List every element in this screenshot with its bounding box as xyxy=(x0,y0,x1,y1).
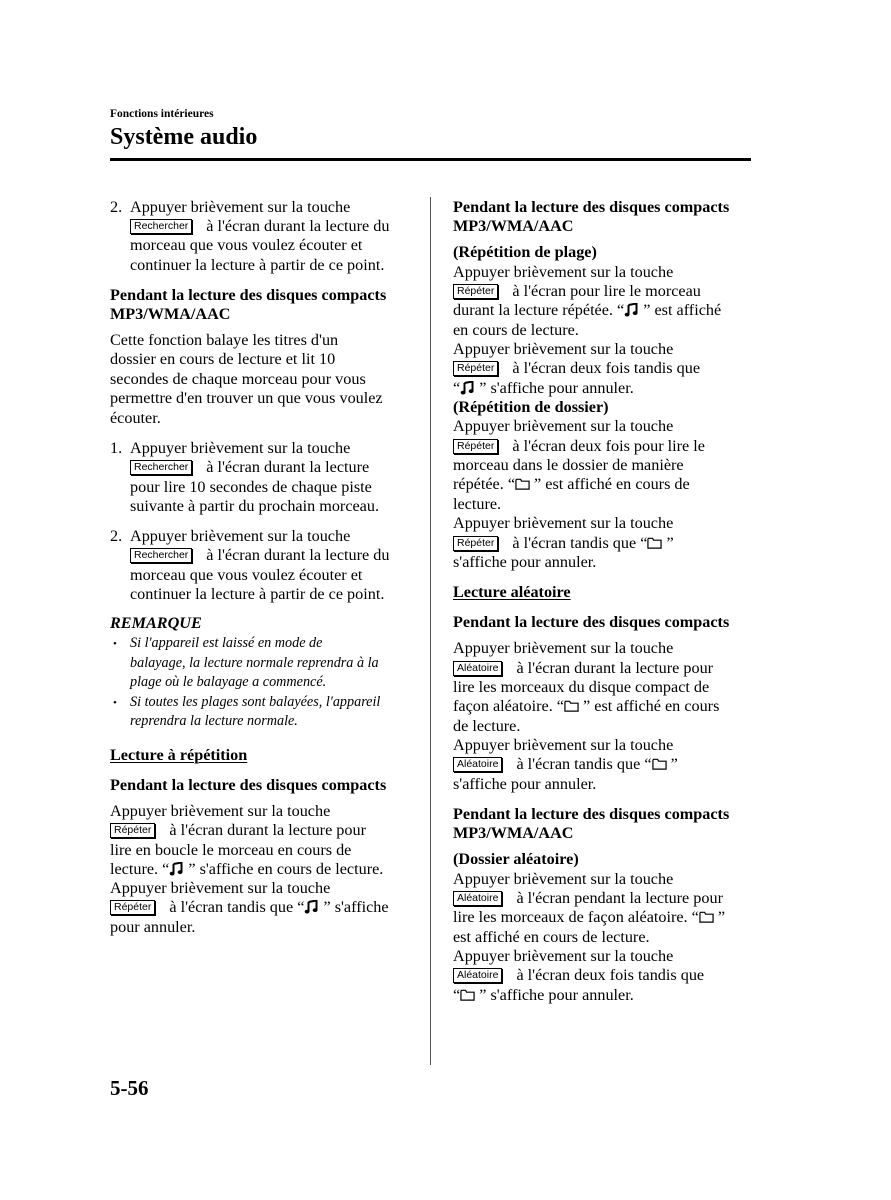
text-line: dossier en cours de lecture et lit 10 xyxy=(110,350,336,368)
music-note-icon xyxy=(169,862,184,876)
text-line: Répéter à l'écran tandis que “ ” xyxy=(453,534,674,553)
step-number: 2. xyxy=(110,527,123,545)
section-heading: Pendant la lecture des disques compacts xyxy=(453,613,730,631)
repeat-button[interactable]: Répéter xyxy=(453,284,498,299)
text-line: Aléatoire à l'écran pendant la lecture pour xyxy=(453,889,723,908)
folder-icon xyxy=(652,757,667,771)
repeat-button[interactable]: Répéter xyxy=(453,361,498,376)
folder-icon xyxy=(460,988,475,1002)
text-line: Aléatoire à l'écran tandis que “ ” xyxy=(453,755,678,774)
text-line: durant la lecture répétée. “ ” est affiché xyxy=(453,301,722,319)
repeat-button[interactable]: Répéter xyxy=(453,536,498,551)
text-line: “ ” s'affiche pour annuler. xyxy=(453,379,634,397)
subheading: (Dossier aléatoire) xyxy=(453,850,579,868)
folder-icon xyxy=(515,477,530,491)
text-line: Appuyer brièvement sur la touche xyxy=(453,417,674,435)
text-line: s'affiche pour annuler. xyxy=(453,553,597,571)
text-line: morceau que vous voulez écouter et xyxy=(130,566,363,584)
text-line: pour annuler. xyxy=(110,918,196,936)
text-line: Cette fonction balaye les titres d'un xyxy=(110,331,339,349)
music-note-icon xyxy=(624,303,639,317)
text-line: répétée. “ ” est affiché en cours de xyxy=(453,475,690,493)
subsection-title: Lecture à répétition xyxy=(110,746,248,764)
section-heading: MP3/WMA/AAC xyxy=(453,217,574,235)
text-line: lecture. “ ” s'affiche en cours de lecture. xyxy=(110,860,384,878)
subsection-title: Lecture aléatoire xyxy=(453,583,571,601)
remark-text: balayage, la lecture normale reprendra à la xyxy=(130,655,379,671)
search-button[interactable]: Rechercher xyxy=(130,219,192,234)
section-heading: Pendant la lecture des disques compacts xyxy=(110,286,387,304)
folder-icon xyxy=(647,536,662,550)
page-title: Système audio xyxy=(110,124,258,150)
text-line: Appuyer brièvement sur la touche xyxy=(453,947,674,965)
text-line: Répéter à l'écran pour lire le morceau xyxy=(453,282,701,301)
step-number: 1. xyxy=(110,439,123,457)
random-button[interactable]: Aléatoire xyxy=(453,661,502,676)
text-line: façon aléatoire. “ ” est affiché en cours xyxy=(453,697,720,715)
text-line: pour lire 10 secondes de chaque piste xyxy=(130,478,372,496)
bullet-icon: • xyxy=(113,638,117,650)
text-line: s'affiche pour annuler. xyxy=(453,775,597,793)
step-number: 2. xyxy=(110,198,123,216)
text-line: suivante à partir du prochain morceau. xyxy=(130,497,380,515)
remark-text: Si l'appareil est laissé en mode de xyxy=(130,635,323,651)
repeat-button[interactable]: Répéter xyxy=(110,900,155,915)
search-button[interactable]: Rechercher xyxy=(130,460,192,475)
text-line: Appuyer brièvement sur la touche xyxy=(453,736,674,754)
text-line: lire les morceaux du disque compact de xyxy=(453,678,710,696)
text-line: Répéter à l'écran tandis que “ ” s'affiche xyxy=(110,898,389,917)
search-button[interactable]: Rechercher xyxy=(130,548,192,563)
folder-icon xyxy=(699,910,714,924)
random-button[interactable]: Aléatoire xyxy=(453,757,502,772)
remark-title: REMARQUE xyxy=(110,614,202,632)
column-divider xyxy=(430,197,431,1065)
remark-text: Si toutes les plages sont balayées, l'appareil xyxy=(130,694,381,710)
text-line: Rechercher à l'écran durant la lecture du xyxy=(130,217,389,236)
page-number: 5-56 xyxy=(110,1076,149,1100)
text-line: Aléatoire à l'écran deux fois tandis que xyxy=(453,966,704,985)
text-line: lire en boucle le morceau en cours de xyxy=(110,841,352,859)
text-line: continuer la lecture à partir de ce point. xyxy=(130,256,385,274)
text-line: lecture. xyxy=(453,495,502,513)
repeat-button[interactable]: Répéter xyxy=(110,823,155,838)
text-line: Appuyer brièvement sur la touche xyxy=(130,198,351,216)
music-note-icon xyxy=(460,381,475,395)
text-line: morceau que vous voulez écouter et xyxy=(130,236,363,254)
subheading: (Répétition de dossier) xyxy=(453,398,609,416)
text-line: Appuyer brièvement sur la touche xyxy=(110,802,331,820)
text-line: Appuyer brièvement sur la touche xyxy=(110,879,331,897)
text-line: permettre d'en trouver un que vous voulez xyxy=(110,389,383,407)
bullet-icon: • xyxy=(113,697,117,709)
repeat-button[interactable]: Répéter xyxy=(453,439,498,454)
section-heading: MP3/WMA/AAC xyxy=(110,305,231,323)
text-line: Appuyer brièvement sur la touche xyxy=(130,439,351,457)
section-label: Fonctions intérieures xyxy=(110,108,214,120)
text-line: Répéter à l'écran deux fois tandis que xyxy=(453,359,700,378)
text-line: Appuyer brièvement sur la touche xyxy=(453,870,674,888)
remark-text: plage où le balayage a commencé. xyxy=(130,674,327,690)
text-line: continuer la lecture à partir de ce point. xyxy=(130,585,385,603)
text-line: est affiché en cours de lecture. xyxy=(453,928,650,946)
text-line: de lecture. xyxy=(453,717,521,735)
section-heading: MP3/WMA/AAC xyxy=(453,824,574,842)
folder-icon xyxy=(564,699,579,713)
subheading: (Répétition de plage) xyxy=(453,243,597,261)
section-heading: Pendant la lecture des disques compacts xyxy=(453,198,730,216)
random-button[interactable]: Aléatoire xyxy=(453,891,502,906)
text-line: morceau dans le dossier de manière xyxy=(453,456,684,474)
text-line: lire les morceaux de façon aléatoire. “ ” xyxy=(453,908,726,926)
text-line: Rechercher à l'écran durant la lecture du xyxy=(130,546,389,565)
text-line: en cours de lecture. xyxy=(453,321,579,339)
text-line: Rechercher à l'écran durant la lecture xyxy=(130,458,369,477)
random-button[interactable]: Aléatoire xyxy=(453,968,502,983)
text-line: écouter. xyxy=(110,409,161,427)
text-line: Appuyer brièvement sur la touche xyxy=(453,639,674,657)
text-line: secondes de chaque morceau pour vous xyxy=(110,370,366,388)
text-line: Appuyer brièvement sur la touche xyxy=(453,263,674,281)
text-line: Appuyer brièvement sur la touche xyxy=(453,514,674,532)
section-heading: Pendant la lecture des disques compacts xyxy=(110,776,387,794)
remark-text: reprendra la lecture normale. xyxy=(130,713,298,729)
text-line: Répéter à l'écran durant la lecture pour xyxy=(110,821,366,840)
text-line: Répéter à l'écran deux fois pour lire le xyxy=(453,437,705,456)
section-heading: Pendant la lecture des disques compacts xyxy=(453,805,730,823)
text-line: Appuyer brièvement sur la touche xyxy=(453,340,674,358)
text-line: Appuyer brièvement sur la touche xyxy=(130,527,351,545)
text-line: “ ” s'affiche pour annuler. xyxy=(453,986,634,1004)
music-note-icon xyxy=(304,900,319,914)
header-rule xyxy=(110,158,751,161)
text-line: Aléatoire à l'écran durant la lecture pour xyxy=(453,659,713,678)
